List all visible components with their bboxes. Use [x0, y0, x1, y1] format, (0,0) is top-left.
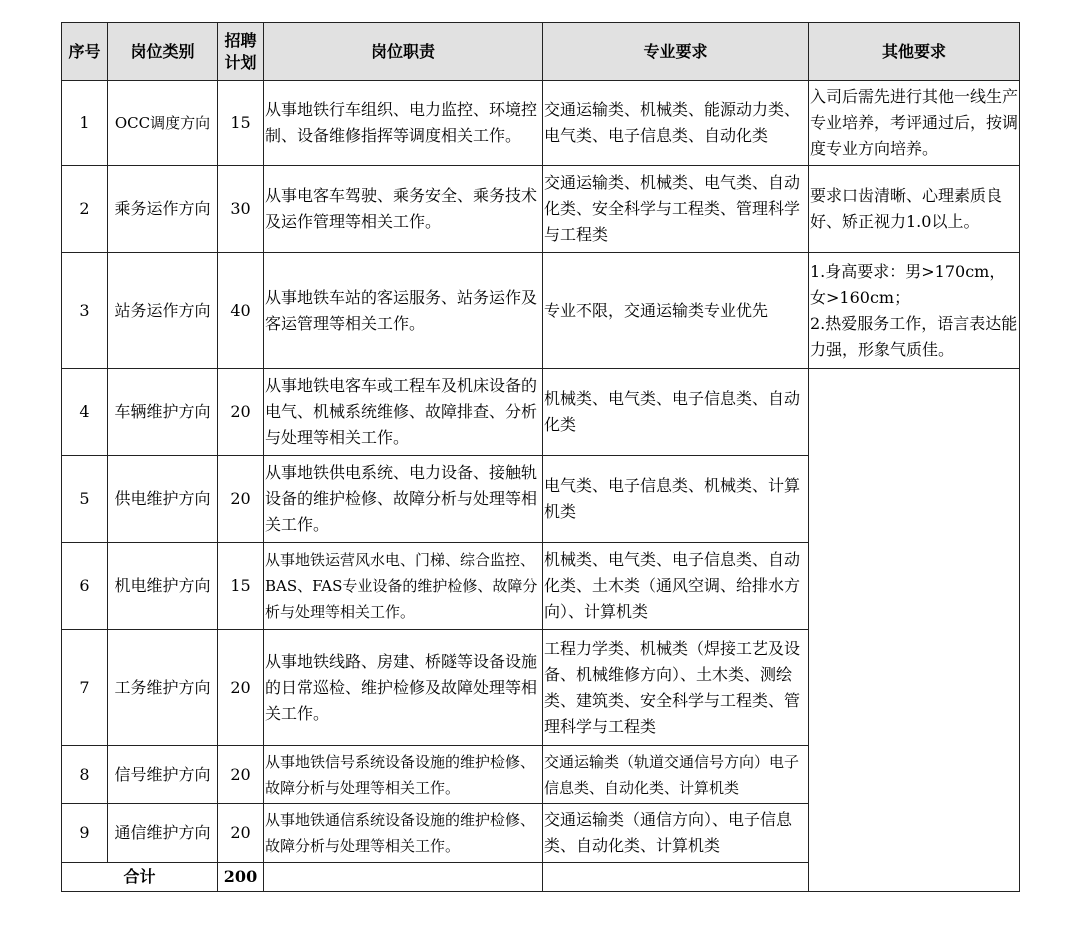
- total-empty-cell: [264, 863, 543, 892]
- row-no: 6: [62, 543, 108, 630]
- row-major: 交通运输类、机械类、电气类、自动化类、安全科学与工程类、管理科学与工程类: [543, 166, 809, 253]
- row-duty: 从事地铁电客车或工程车及机床设备的电气、机械系统维修、故障排查、分析与处理等相关工作。: [264, 369, 543, 456]
- row-plan: 20: [218, 804, 264, 863]
- row-no: 3: [62, 253, 108, 369]
- total-label: 合计: [62, 863, 218, 892]
- row-major: 交通运输类（通信方向）、电子信息类、自动化类、计算机类: [543, 804, 809, 863]
- total-empty-cell: [543, 863, 809, 892]
- header-plan: 招聘计划: [218, 23, 264, 81]
- row-no: 1: [62, 81, 108, 166]
- row-category: 机电维护方向: [108, 543, 218, 630]
- row-duty: 从事电客车驾驶、乘务安全、乘务技术及运作管理等相关工作。: [264, 166, 543, 253]
- row-major: 机械类、电气类、电子信息类、自动化类、土木类（通风空调、给排水方向）、计算机类: [543, 543, 809, 630]
- header-category: 岗位类别: [108, 23, 218, 81]
- row-category: 信号维护方向: [108, 746, 218, 804]
- row-major: 交通运输类、机械类、能源动力类、电气类、电子信息类、自动化类: [543, 81, 809, 166]
- row-major: 机械类、电气类、电子信息类、自动化类: [543, 369, 809, 456]
- row-no: 8: [62, 746, 108, 804]
- row-plan: 15: [218, 543, 264, 630]
- row-no: 9: [62, 804, 108, 863]
- row-duty: 从事地铁车站的客运服务、站务运作及客运管理等相关工作。: [264, 253, 543, 369]
- row-major: 专业不限，交通运输类专业优先: [543, 253, 809, 369]
- row-no: 5: [62, 456, 108, 543]
- header-major: 专业要求: [543, 23, 809, 81]
- row-duty: 从事地铁行车组织、电力监控、环境控制、设备维修指挥等调度相关工作。: [264, 81, 543, 166]
- row-category: 工务维护方向: [108, 630, 218, 746]
- row-category: 站务运作方向: [108, 253, 218, 369]
- row-major: 交通运输类（轨道交通信号方向）电子信息类、自动化类、计算机类: [543, 746, 809, 804]
- row-major: 电气类、电子信息类、机械类、计算机类: [543, 456, 809, 543]
- table-row: [62, 253, 1020, 369]
- recruitment-table: [61, 22, 1020, 892]
- total-value: 200: [218, 863, 264, 892]
- row-plan: 20: [218, 456, 264, 543]
- row-plan: 30: [218, 166, 264, 253]
- row-category: OCC调度方向: [108, 81, 218, 166]
- row-other: 入司后需先进行其他一线生产专业培养，考评通过后，按调度专业方向培养。: [809, 81, 1020, 166]
- row-duty: 从事地铁供电系统、电力设备、接触轨设备的维护检修、故障分析与处理等相关工作。: [264, 456, 543, 543]
- row-other-empty-merged: [809, 369, 1020, 892]
- row-no: 2: [62, 166, 108, 253]
- row-plan: 20: [218, 369, 264, 456]
- header-no: 序号: [62, 23, 108, 81]
- row-no: 4: [62, 369, 108, 456]
- row-no: 7: [62, 630, 108, 746]
- recruitment-table-container: [61, 22, 1020, 892]
- row-duty: 从事地铁信号系统设备设施的维护检修、故障分析与处理等相关工作。: [264, 746, 543, 804]
- row-category: 车辆维护方向: [108, 369, 218, 456]
- row-plan: 15: [218, 81, 264, 166]
- header-row: [62, 23, 1020, 81]
- header-other: 其他要求: [809, 23, 1020, 81]
- row-other: [809, 253, 1020, 369]
- row-category: 通信维护方向: [108, 804, 218, 863]
- row-major: 工程力学类、机械类（焊接工艺及设备、机械维修方向）、土木类、测绘类、建筑类、安全科学与工程类、管理科学与工程类: [543, 630, 809, 746]
- row-other: 要求口齿清晰、心理素质良好、矫正视力1.0以上。: [809, 166, 1020, 253]
- row-duty: 从事地铁运营风水电、门梯、综合监控、BAS、FAS专业设备的维护检修、故障分析与处理等相关工作。: [264, 543, 543, 630]
- row-duty: 从事地铁线路、房建、桥隧等设备设施的日常巡检、维护检修及故障处理等相关工作。: [264, 630, 543, 746]
- row-duty: 从事地铁通信系统设备设施的维护检修、故障分析与处理等相关工作。: [264, 804, 543, 863]
- table-row: [62, 166, 1020, 253]
- row-plan: 20: [218, 746, 264, 804]
- table-row: [62, 369, 1020, 456]
- header-duty: 岗位职责: [264, 23, 543, 81]
- row-category: 供电维护方向: [108, 456, 218, 543]
- other-requirement-line: 1.身高要求：男>170cm，女>160cm；: [810, 261, 1006, 307]
- row-category: 乘务运作方向: [108, 166, 218, 253]
- row-plan: 20: [218, 630, 264, 746]
- row-plan: 40: [218, 253, 264, 369]
- other-requirement-line: 2.热爱服务工作，语言表达能力强，形象气质佳。: [810, 313, 1018, 359]
- table-row: [62, 81, 1020, 166]
